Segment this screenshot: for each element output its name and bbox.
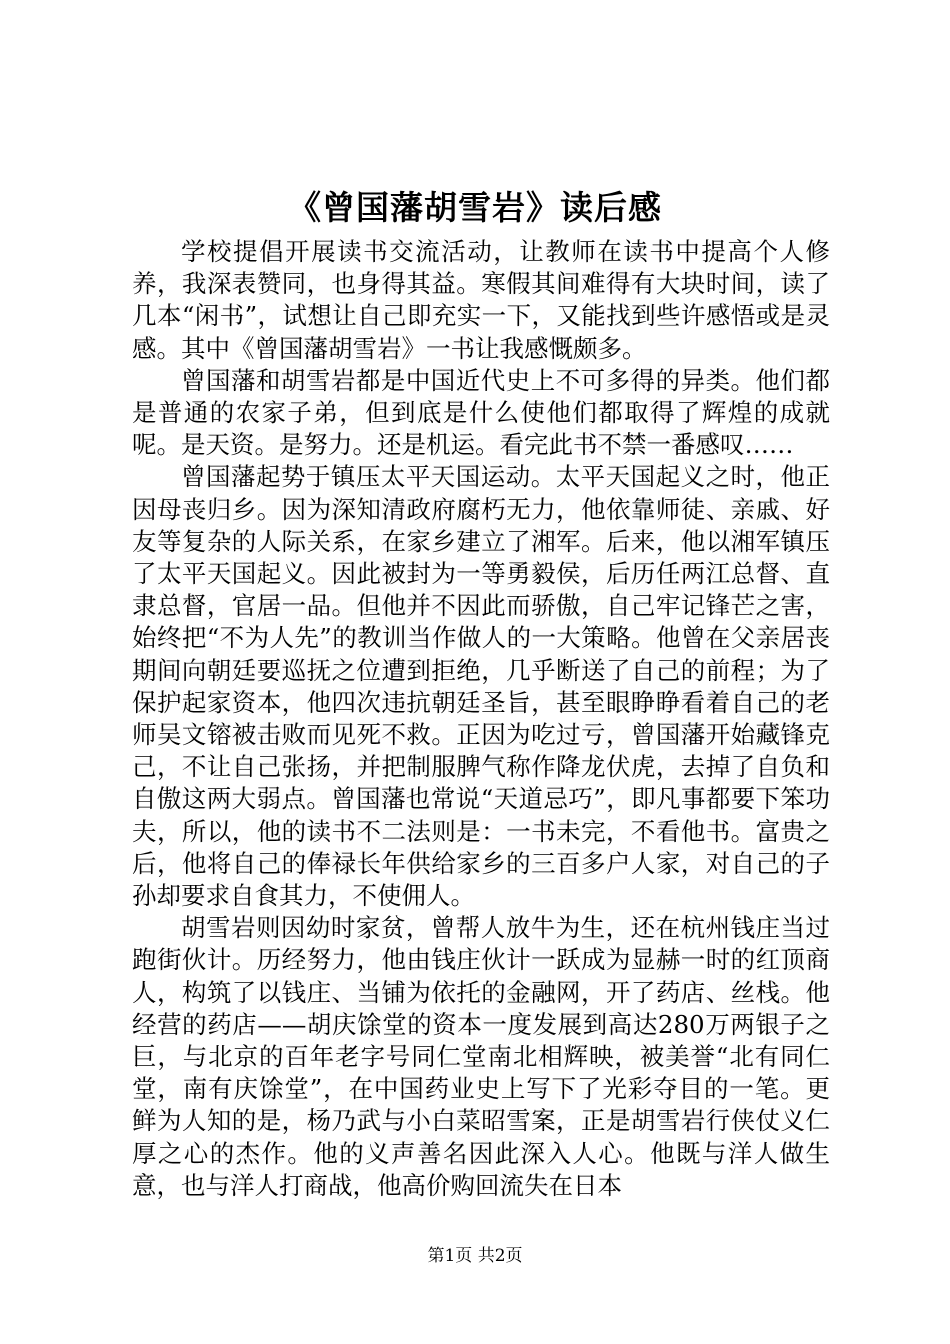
paragraph-4: 胡雪岩则因幼时家贫，曾帮人放牛为生，还在杭州钱庄当过跑街伙计。历经努力，他由钱庄伙计一跃成为显赫一时的红顶商人，构筑了以钱庄、当铺为依托的金融网，开了药店、丝栈。他经营的药店——胡庆馀堂的资本一度发展到高达280万两银子之巨，与北京的百年老字号同仁堂南北相辉映，被美誉“北有同仁堂，南有庆馀堂”，在中国药业史上写下了光彩夺目的一笔。更鲜为人知的是，杨乃武与小白菜昭雪案，正是胡雪岩行侠仗义仁厚之心的杰作。他的义声善名因此深入人心。他既与洋人做生意，也与洋人打商战，他高价购回流失在日本	[132, 913, 830, 1200]
paragraph-2: 曾国藩和胡雪岩都是中国近代史上不可多得的异类。他们都是普通的农家子弟，但到底是什么使他们都取得了辉煌的成就呢。是天资。是努力。还是机运。看完此书不禁一番感叹……	[132, 365, 830, 460]
document-body	[132, 236, 830, 1202]
document-title: 《曾国藩胡雪岩》读后感	[288, 188, 662, 227]
paragraph-3: 曾国藩起势于镇压太平天国运动。太平天国起义之时，他正因母丧归乡。因为深知清政府腐朽无力，他依靠师徒、亲戚、好友等复杂的人际关系，在家乡建立了湘军。后来，他以湘军镇压了太平天国起义。因此被封为一等勇毅侯，后历任两江总督、直隶总督，官居一品。但他并不因此而骄傲，自己牢记锋芒之害，始终把“不为人先”的教训当作做人的一大策略。他曾在父亲居丧期间向朝廷要巡抚之位遭到拒绝，几乎断送了自己的前程；为了保护起家资本，他四次违抗朝廷圣旨，甚至眼睁睁看着自己的老师吴文镕被击败而见死不救。正因为吃过亏，曾国藩开始藏锋克己，不让自己张扬，并把制服脾气称作降龙伏虎，去掉了自负和自傲这两大弱点。曾国藩也常说“天道忌巧”，即凡事都要下笨功夫，所以，他的读书不二法则是：一书未完，不看他书。富贵之后，他将自己的俸禄长年供给家乡的三百多户人家，对自己的子孙却要求自食其力，不使佣人。	[132, 462, 830, 911]
page-footer: 第1页 共2页	[427, 1246, 523, 1266]
paragraph-1: 学校提倡开展读书交流活动，让教师在读书中提高个人修养，我深表赞同，也身得其益。寒假其间难得有大块时间，读了几本“闲书”，试想让自己即充实一下，又能找到些许感悟或是灵感。其中《曾国藩胡雪岩》一书让我感慨颇多。	[132, 237, 830, 363]
